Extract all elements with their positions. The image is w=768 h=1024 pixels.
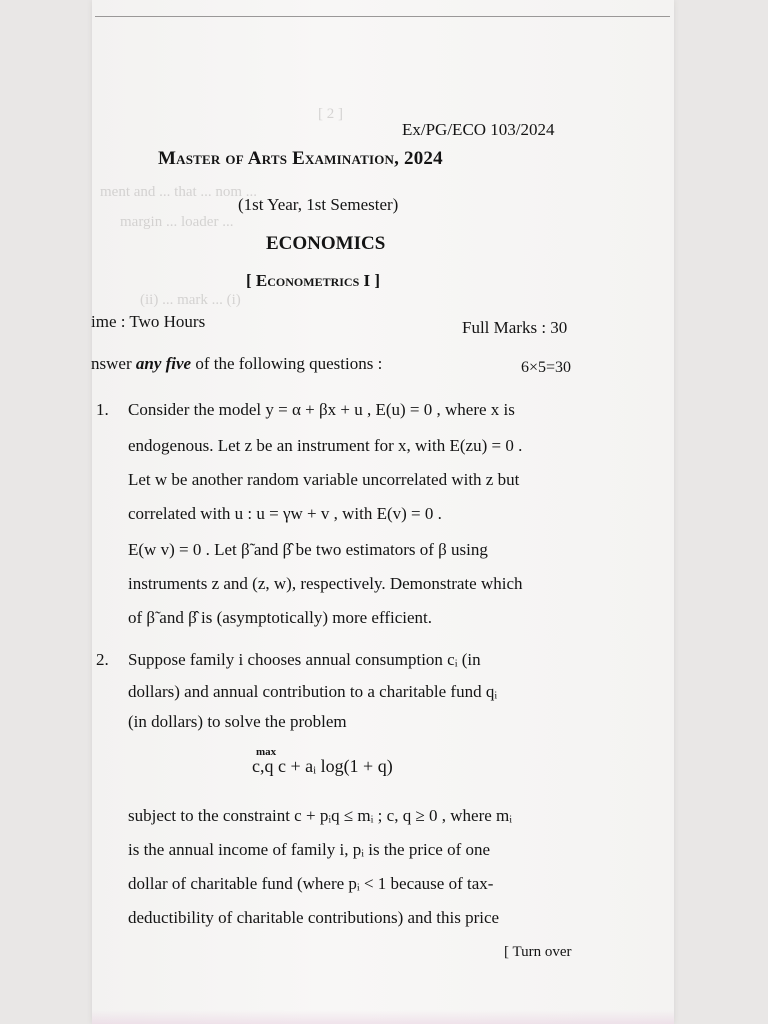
instruction-prefix: nswer: [91, 354, 136, 373]
question-2-line: dollars) and annual contribution to a charitable fund qᵢ: [128, 682, 498, 701]
question-2-line: is the annual income of family i, pᵢ is the price of one: [128, 840, 491, 859]
bleed-through-mark: [ 2 ]: [318, 106, 343, 122]
page-edge-tint: [92, 1010, 674, 1024]
question-2-line: dollar of charitable fund (where pᵢ < 1 because of tax-: [128, 874, 494, 893]
instructions: [91, 354, 382, 374]
question-1-line: endogenous. Let z be an instrument for x, with E(zu) = 0 .: [128, 436, 523, 455]
question-1-line: of β̃ and β̂ is (asymptotically) more efficient.: [128, 608, 433, 627]
year-semester: (1st Year, 1st Semester): [238, 195, 399, 214]
bleed-through-mark: margin ... loader ...: [120, 214, 234, 230]
turn-over-note: [ Turn over: [504, 944, 572, 960]
question-2-line: deductibility of charitable contributions) and this price: [128, 908, 500, 927]
question-1-line: Consider the model y = α + βx + u , E(u) = 0 , where x is: [128, 400, 515, 419]
paper-code: Ex/PG/ECO 103/2024: [402, 120, 555, 139]
question-1-line: Let w be another random variable uncorrelated with z but: [128, 470, 520, 489]
exam-title: Master of Arts Examination, 2024: [158, 148, 443, 169]
question-2-line: (in dollars) to solve the problem: [128, 712, 347, 731]
question-2-line: Suppose family i chooses annual consumption cᵢ (in: [128, 650, 481, 669]
subject-title: ECONOMICS: [266, 233, 386, 254]
exam-duration: ime : Two Hours: [91, 312, 206, 331]
bleed-through-mark: ment and ... that ... nom ...: [100, 184, 258, 200]
top-rule: [95, 16, 670, 17]
question-1-line: E(w v) = 0 . Let β̃ and β̂ be two estimators of β using: [128, 540, 488, 559]
paper-name: [ Econometrics I ]: [246, 271, 381, 290]
bleed-through-mark: (ii) ... mark ... (i): [140, 292, 241, 308]
full-marks: Full Marks : 30: [462, 318, 568, 337]
question-2-number: 2.: [96, 650, 109, 669]
question-1-line: correlated with u : u = γw + v , with E(v) = 0 .: [128, 504, 442, 523]
instruction-suffix: of the following questions :: [191, 354, 383, 373]
maximize-operator: max: [256, 746, 277, 758]
instruction-emphasis: any five: [135, 354, 192, 373]
objective-function: c,q c + aᵢ log(1 + q): [252, 756, 393, 776]
question-1-line: instruments z and (z, w), respectively. Demonstrate which: [128, 574, 523, 593]
question-2-line: subject to the constraint c + pᵢq ≤ mᵢ ; c, q ≥ 0 , where mᵢ: [128, 806, 513, 825]
instruction-marks: 6×5=30: [521, 359, 572, 376]
question-1-number: 1.: [96, 400, 109, 419]
